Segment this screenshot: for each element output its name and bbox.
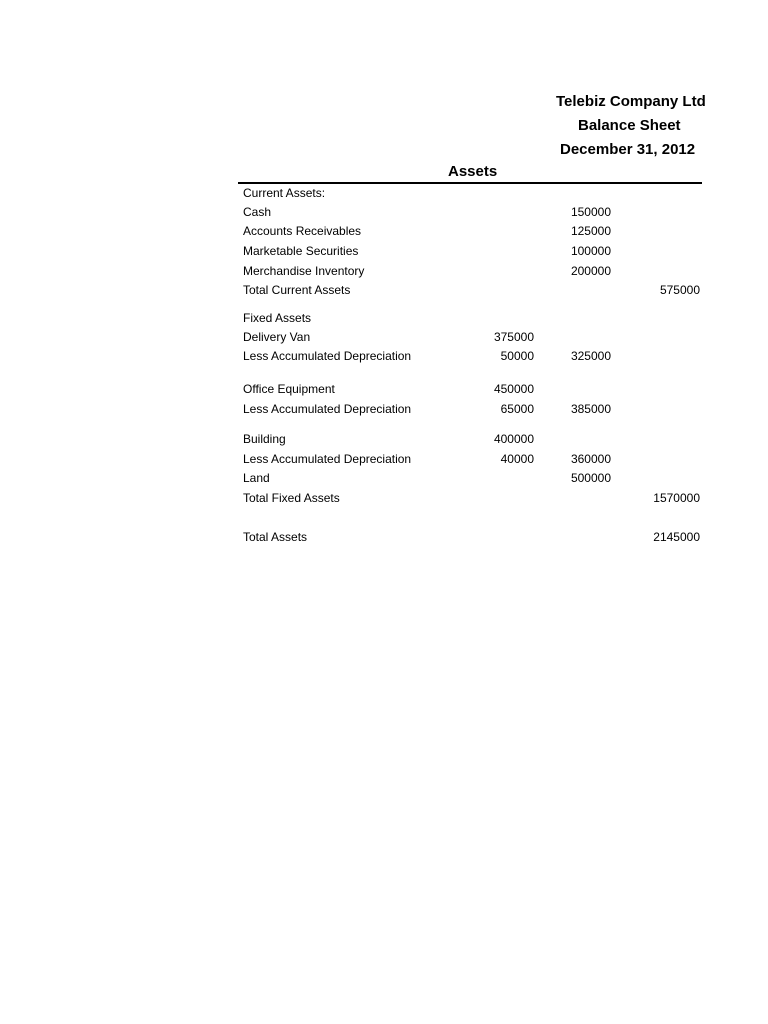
row-value-col2: 200000	[570, 264, 611, 278]
table-row-total	[0, 281, 768, 299]
row-value-col3: 2145000	[653, 530, 700, 544]
row-label: Less Accumulated Depreciation	[243, 349, 412, 363]
row-value-col2: 325000	[570, 349, 611, 363]
table-row	[0, 242, 768, 260]
row-value-col1: 375000	[493, 330, 534, 344]
row-label: Current Assets:	[243, 186, 326, 200]
row-value-col1: 50000	[500, 349, 534, 363]
table-row	[0, 309, 768, 327]
company-name: Telebiz Company Ltd	[556, 93, 706, 110]
row-label: Delivery Van	[243, 330, 311, 344]
row-label: Merchandise Inventory	[243, 264, 365, 278]
row-label: Less Accumulated Depreciation	[243, 452, 412, 466]
table-row-total	[0, 489, 768, 507]
table-row	[0, 262, 768, 280]
section-heading: Assets	[448, 163, 498, 180]
row-value-col1: 400000	[493, 432, 534, 446]
table-row	[0, 400, 768, 418]
table-row	[0, 380, 768, 398]
row-value-col1: 40000	[500, 452, 534, 466]
row-label: Total Current Assets	[243, 283, 351, 297]
table-row	[0, 328, 768, 346]
row-label: Accounts Receivables	[243, 224, 362, 238]
row-label: Land	[243, 471, 270, 485]
row-value-col2: 100000	[570, 244, 611, 258]
table-row	[0, 469, 768, 487]
table-row-grand-total	[0, 528, 768, 546]
document-title: Balance Sheet	[578, 117, 681, 134]
row-label: Total Assets	[243, 530, 308, 544]
table-row	[0, 430, 768, 448]
row-label: Fixed Assets	[243, 311, 312, 325]
table-row	[0, 222, 768, 240]
row-value-col2: 150000	[570, 205, 611, 219]
row-value-col3: 1570000	[653, 491, 700, 505]
row-value-col3: 575000	[659, 283, 700, 297]
row-label: Marketable Securities	[243, 244, 359, 258]
row-label: Less Accumulated Depreciation	[243, 402, 412, 416]
table-row	[0, 203, 768, 221]
row-value-col2: 385000	[570, 402, 611, 416]
table-row	[0, 450, 768, 468]
row-value-col2: 360000	[570, 452, 611, 466]
row-label: Building	[243, 432, 286, 446]
row-label: Office Equipment	[243, 382, 335, 396]
row-value-col2: 500000	[570, 471, 611, 485]
table-row	[0, 184, 768, 202]
row-label: Cash	[243, 205, 272, 219]
table-row	[0, 347, 768, 365]
row-value-col2: 125000	[570, 224, 611, 238]
row-value-col1: 450000	[493, 382, 534, 396]
statement-date: December 31, 2012	[560, 141, 696, 158]
row-value-col1: 65000	[500, 402, 534, 416]
row-label: Total Fixed Assets	[243, 491, 340, 505]
